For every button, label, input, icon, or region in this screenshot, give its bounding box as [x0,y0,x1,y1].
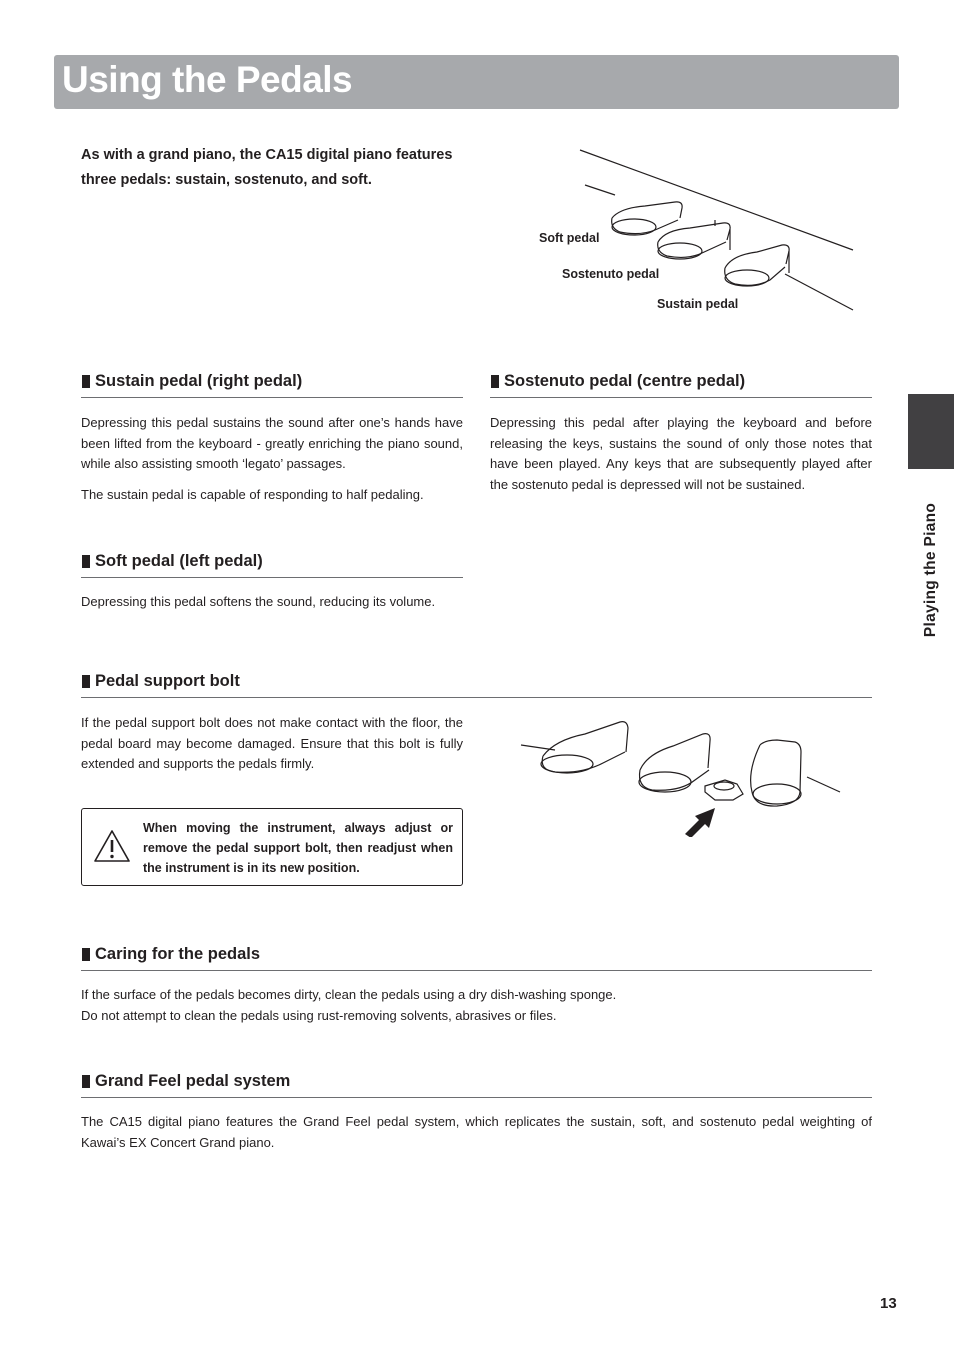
bullet-mark [82,375,90,388]
soft-pedal-text [81,592,463,623]
page-number: 13 [880,1295,897,1312]
sustain-pedal-text [81,413,463,515]
arrow-icon [685,808,715,837]
paragraph: Depressing this pedal softens the sound, reducing its volume. [81,594,436,609]
support-bolt-heading: Pedal support bolt [81,672,872,698]
pedal-diagram [530,140,870,325]
bullet-mark [82,675,90,688]
sostenuto-pedal-label: Sostenuto pedal [562,267,660,281]
support-bolt-text [81,713,463,785]
caring-text [81,985,872,1026]
title-bar [54,55,899,109]
sustain-pedal-heading: Sustain pedal (right pedal) [81,372,463,398]
soft-pedal-heading: Soft pedal (left pedal) [81,552,463,578]
paragraph: The sustain pedal is capable of responding to half pedaling. [81,486,424,502]
grand-feel-heading: Grand Feel pedal system [81,1072,872,1098]
warning-icon [93,829,131,863]
sostenuto-pedal-text [490,413,872,505]
caution-text: When moving the instrument, always adjust or remove the pedal support bolt, then readjust when the instrument is in its new position. [143,821,453,875]
paragraph: Depressing this pedal sustains the sound after one’s hands have been lifted from the keyboard - greatly enriching the piano sound, while also assisting smooth ‘legato’ passages. [81,415,463,471]
soft-pedal-label: Soft pedal [539,231,600,245]
intro-text: As with a grand piano, the CA15 digital piano features three pedals: sustain, sostenuto, and soft. [81,147,453,188]
bullet-mark [491,375,499,388]
paragraph: If the surface of the pedals becomes dirty, clean the pedals using a dry dish-washing sponge. [81,987,617,1002]
caring-heading: Caring for the pedals [81,945,872,971]
sustain-pedal-label: Sustain pedal [657,297,739,311]
paragraph: Depressing this pedal after playing the keyboard and before releasing the keys, sustains the sound of only those notes that have been played. Any keys that are subsequently played after the sostenuto pedal is depressed will not be sustained. [490,415,872,492]
caution-box [81,808,463,886]
paragraph: Do not attempt to clean the pedals using rust-removing solvents, abrasives or files. [81,1007,557,1023]
support-bolt-diagram [515,712,845,837]
bullet-mark [82,1075,90,1088]
bullet-mark [82,555,90,568]
grand-feel-text [81,1112,872,1153]
paragraph: The CA15 digital piano features the Grand Feel pedal system, which replicates the sustain, soft, and sostenuto pedal weighting of Kawai’s EX Concert Grand piano. [81,1114,872,1150]
paragraph: If the pedal support bolt does not make contact with the floor, the pedal board may become damaged. Ensure that this bolt is fully extended and supports the pedals firmly. [81,715,463,771]
side-tab [908,394,954,469]
bullet-mark [82,948,90,961]
sostenuto-pedal-heading: Sostenuto pedal (centre pedal) [490,372,872,398]
page-title: Using the Pedals [62,59,353,100]
